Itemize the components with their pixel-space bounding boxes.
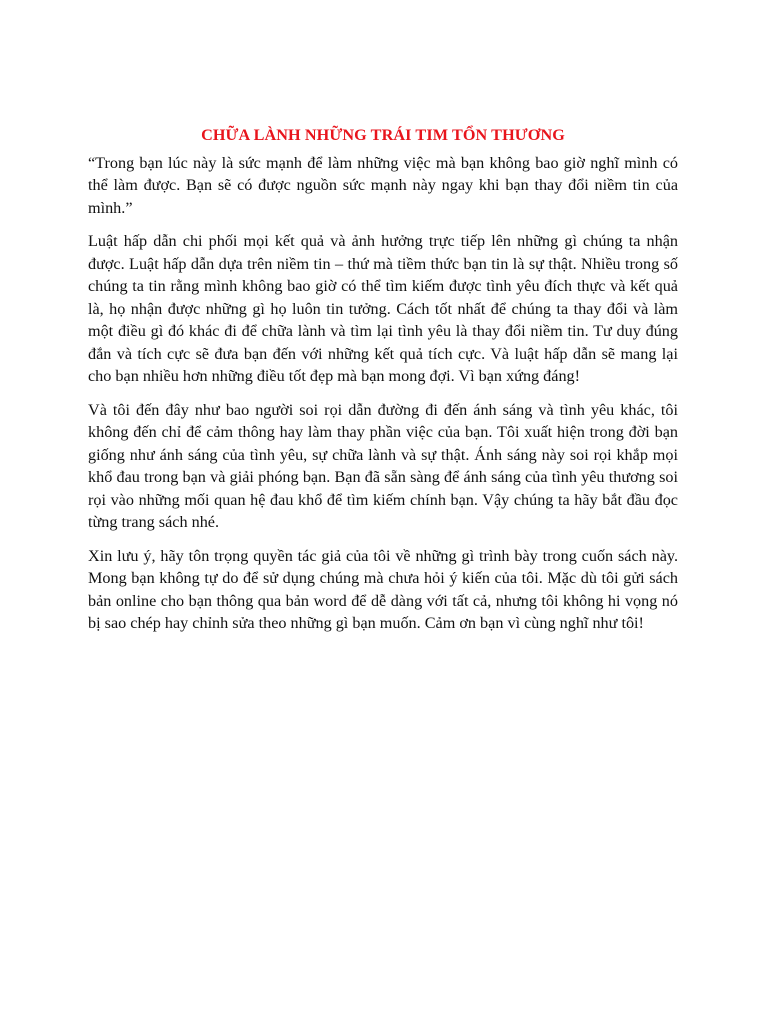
paragraph-law-of-attraction: Luật hấp dẫn chi phối mọi kết quả và ảnh hưởng trực tiếp lên những gì chúng ta nhận được. Luật hấp dẫn dựa trên niềm tin – thứ mà tiềm thức bạn tin là sự thật. Nhiều trong số chúng ta tin rằng mình không bao giờ có thể tìm kiếm được tình yêu đích thực và kết quả là, họ nhận được những gì họ luôn tin tưởng. Cách tốt nhất để chúng ta thay đổi và làm một điều gì đó khác đi để chữa lành và tìm lại tình yêu là thay đổi niềm tin. Tư duy đúng đắn và tích cực sẽ đưa bạn đến với những kết quả tích cực. Và luật hấp dẫn sẽ mang lại cho bạn nhiều hơn những điều tốt đẹp mà bạn mong đợi. Vì bạn xứng đáng! bbox=[88, 232, 678, 385]
document-title: CHỮA LÀNH NHỮNG TRÁI TIM TỔN THƯƠNG bbox=[201, 126, 565, 144]
paragraph-quote: “Trong bạn lúc này là sức mạnh để làm những việc mà bạn không bao giờ nghĩ mình có thể làm được. Bạn sẽ có được nguồn sức mạnh này ngay khi bạn thay đổi niềm tin của mình.” bbox=[88, 153, 678, 217]
paragraph-copyright-note: Xin lưu ý, hãy tôn trọng quyền tác giả của tôi về những gì trình bày trong cuốn sách này. Mong bạn không tự do để sử dụng chúng mà chưa hỏi ý kiến của tôi. Mặc dù tôi gửi sách bản online cho bạn thông qua bản word để dễ dàng với tất cả, nhưng tôi không hi vọng nó bị sao chép hay chỉnh sửa theo những gì bạn muốn. Cảm ơn bạn vì cùng nghĩ như tôi! bbox=[88, 546, 678, 632]
paragraph-light-and-love: Và tôi đến đây như bao người soi rọi dẫn đường đi đến ánh sáng và tình yêu khác, tôi không đến chỉ để cảm thông hay làm thay phần việc của bạn. Tôi xuất hiện trong đời bạn giống như ánh sáng của tình yêu, sự chữa lành và sự thật. Ánh sáng này soi rọi khắp mọi khổ đau trong bạn và giải phóng bạn. Bạn đã sẵn sàng để ánh sáng của tình yêu thương soi rọi vào những mối quan hệ đau khổ để tìm kiếm chính bạn. Vậy chúng ta hãy bắt đầu đọc từng trang sách nhé. bbox=[88, 400, 678, 531]
document-body bbox=[88, 124, 678, 646]
